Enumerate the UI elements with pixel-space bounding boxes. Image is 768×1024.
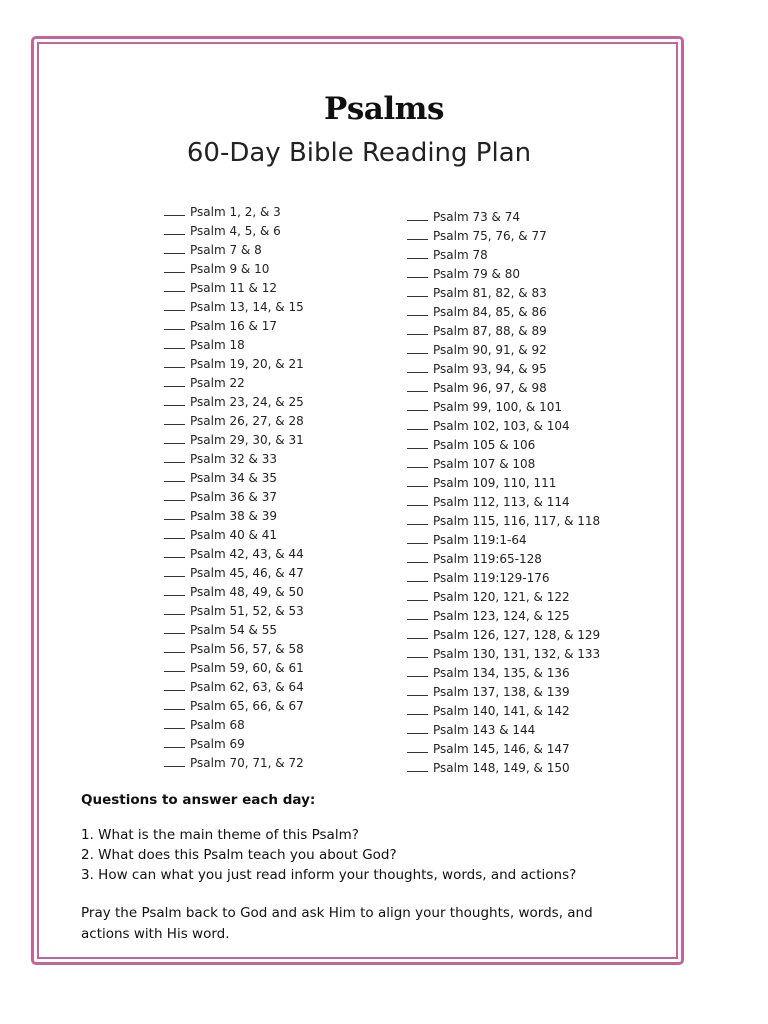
reading-item-label: Psalm 84, 85, & 86 (433, 305, 547, 319)
reading-item-label: Psalm 36 & 37 (190, 490, 277, 504)
checkbox-blank-line[interactable] (407, 276, 428, 278)
checkbox-blank-line[interactable] (164, 613, 185, 615)
reading-item (164, 393, 304, 412)
reading-item (407, 265, 600, 284)
checkbox-blank-line[interactable] (164, 575, 185, 577)
reading-item (407, 227, 600, 246)
reading-item (164, 735, 304, 754)
checkbox-blank-line[interactable] (407, 713, 428, 715)
reading-item-label: Psalm 1, 2, & 3 (190, 205, 281, 219)
reading-item-label: Psalm 68 (190, 718, 245, 732)
reading-item-label: Psalm 69 (190, 737, 245, 751)
reading-item-label: Psalm 19, 20, & 21 (190, 357, 304, 371)
reading-list-left (164, 203, 304, 773)
page-title: Psalms (324, 90, 444, 127)
checkbox-blank-line[interactable] (164, 651, 185, 653)
reading-item-label: Psalm 62, 63, & 64 (190, 680, 304, 694)
reading-item (164, 697, 304, 716)
reading-item (407, 398, 600, 417)
reading-item-label: Psalm 112, 113, & 114 (433, 495, 570, 509)
reading-item (407, 417, 600, 436)
reading-item (164, 640, 304, 659)
reading-item-label: Psalm 56, 57, & 58 (190, 642, 304, 656)
reading-item (407, 550, 600, 569)
reading-item-label: Psalm 134, 135, & 136 (433, 666, 570, 680)
reading-item (164, 583, 304, 602)
reading-item (407, 531, 600, 550)
reading-item-label: Psalm 96, 97, & 98 (433, 381, 547, 395)
reading-item (407, 588, 600, 607)
reading-item (407, 379, 600, 398)
reading-item (164, 450, 304, 469)
checkbox-blank-line[interactable] (164, 670, 185, 672)
reading-item-label: Psalm 148, 149, & 150 (433, 761, 570, 775)
reading-item-label: Psalm 65, 66, & 67 (190, 699, 304, 713)
checkbox-blank-line[interactable] (164, 233, 185, 235)
reading-item-label: Psalm 79 & 80 (433, 267, 520, 281)
reading-item (164, 526, 304, 545)
reading-item-label: Psalm 126, 127, 128, & 129 (433, 628, 601, 642)
checkbox-blank-line[interactable] (164, 537, 185, 539)
checkbox-blank-line[interactable] (407, 656, 428, 658)
reading-item-label: Psalm 120, 121, & 122 (433, 590, 570, 604)
reading-item (407, 664, 600, 683)
reading-list-right (407, 208, 600, 778)
checkbox-blank-line[interactable] (164, 366, 185, 368)
reading-item-label: Psalm 42, 43, & 44 (190, 547, 304, 561)
reading-item-label: Psalm 87, 88, & 89 (433, 324, 547, 338)
reading-item-label: Psalm 119:65-128 (433, 552, 542, 566)
reading-item-label: Psalm 32 & 33 (190, 452, 277, 466)
reading-item-label: Psalm 34 & 35 (190, 471, 277, 485)
reading-item (164, 754, 304, 773)
checkbox-blank-line[interactable] (164, 423, 185, 425)
checkbox-blank-line[interactable] (407, 485, 428, 487)
reading-item (164, 469, 304, 488)
reading-item (407, 759, 600, 778)
checkbox-blank-line[interactable] (407, 561, 428, 563)
reading-item-label: Psalm 54 & 55 (190, 623, 277, 637)
reading-item (164, 355, 304, 374)
checkbox-blank-line[interactable] (164, 309, 185, 311)
reading-item-label: Psalm 45, 46, & 47 (190, 566, 304, 580)
checkbox-blank-line[interactable] (407, 428, 428, 430)
reading-item-label: Psalm 137, 138, & 139 (433, 685, 570, 699)
checkbox-blank-line[interactable] (407, 580, 428, 582)
reading-item (164, 298, 304, 317)
reading-item (164, 222, 304, 241)
checkbox-blank-line[interactable] (164, 271, 185, 273)
reading-item-label: Psalm 38 & 39 (190, 509, 277, 523)
checkbox-blank-line[interactable] (164, 461, 185, 463)
reading-item-label: Psalm 51, 52, & 53 (190, 604, 304, 618)
reading-item-label: Psalm 16 & 17 (190, 319, 277, 333)
checkbox-blank-line[interactable] (407, 352, 428, 354)
checkbox-blank-line[interactable] (164, 480, 185, 482)
reading-item-label: Psalm 78 (433, 248, 488, 262)
reading-item (407, 740, 600, 759)
reading-item-label: Psalm 115, 116, 117, & 118 (433, 514, 601, 528)
reading-item (407, 645, 600, 664)
prayer-instruction: Pray the Psalm back to God and ask Him to align your thoughts, words, and actions with His word. (81, 905, 593, 942)
reading-item-label: Psalm 105 & 106 (433, 438, 536, 452)
page-subtitle: 60-Day Bible Reading Plan (186, 137, 532, 168)
reading-item (164, 678, 304, 697)
checkbox-blank-line[interactable] (407, 390, 428, 392)
checkbox-blank-line[interactable] (164, 252, 185, 254)
reading-item (407, 436, 600, 455)
reading-item-label: Psalm 48, 49, & 50 (190, 585, 304, 599)
reading-item (407, 360, 600, 379)
checkbox-blank-line[interactable] (164, 765, 185, 767)
reading-item (407, 284, 600, 303)
checkbox-blank-line[interactable] (164, 499, 185, 501)
checkbox-blank-line[interactable] (164, 404, 185, 406)
question-item: 3. How can what you just read inform your thoughts, words, and actions? (81, 867, 577, 883)
reading-item-label: Psalm 145, 146, & 147 (433, 742, 570, 756)
reading-item (407, 626, 600, 645)
reading-item-label: Psalm 26, 27, & 28 (190, 414, 304, 428)
reading-item (407, 474, 600, 493)
reading-item-label: Psalm 4, 5, & 6 (190, 224, 281, 238)
reading-item (164, 716, 304, 735)
question-item: 1. What is the main theme of this Psalm? (81, 827, 359, 843)
reading-item (164, 374, 304, 393)
reading-item-label: Psalm 102, 103, & 104 (433, 419, 570, 433)
reading-item-label: Psalm 23, 24, & 25 (190, 395, 304, 409)
reading-item-label: Psalm 13, 14, & 15 (190, 300, 304, 314)
checkbox-blank-line[interactable] (407, 238, 428, 240)
reading-item-label: Psalm 130, 131, 132, & 133 (433, 647, 601, 661)
checkbox-blank-line[interactable] (407, 371, 428, 373)
checkbox-blank-line[interactable] (164, 632, 185, 634)
checkbox-blank-line[interactable] (164, 689, 185, 691)
checkbox-blank-line[interactable] (407, 599, 428, 601)
reading-item (164, 279, 304, 298)
checkbox-blank-line[interactable] (407, 542, 428, 544)
checkbox-blank-line[interactable] (407, 770, 428, 772)
reading-item (407, 246, 600, 265)
reading-item (164, 507, 304, 526)
reading-item-label: Psalm 99, 100, & 101 (433, 400, 562, 414)
reading-item-label: Psalm 119:129-176 (433, 571, 550, 585)
checkbox-blank-line[interactable] (407, 409, 428, 411)
reading-item-label: Psalm 81, 82, & 83 (433, 286, 547, 300)
reading-item-label: Psalm 59, 60, & 61 (190, 661, 304, 675)
reading-item (407, 569, 600, 588)
checkbox-blank-line[interactable] (407, 637, 428, 639)
checkbox-blank-line[interactable] (164, 290, 185, 292)
reading-item (407, 683, 600, 702)
checkbox-blank-line[interactable] (164, 214, 185, 216)
reading-item (407, 208, 600, 227)
reading-item (164, 488, 304, 507)
reading-item-label: Psalm 90, 91, & 92 (433, 343, 547, 357)
checkbox-blank-line[interactable] (164, 746, 185, 748)
reading-item-label: Psalm 123, 124, & 125 (433, 609, 570, 623)
reading-item (164, 431, 304, 450)
checkbox-blank-line[interactable] (164, 385, 185, 387)
checkbox-blank-line[interactable] (407, 504, 428, 506)
checkbox-blank-line[interactable] (407, 466, 428, 468)
reading-item-label: Psalm 11 & 12 (190, 281, 277, 295)
checkbox-blank-line[interactable] (407, 751, 428, 753)
reading-item (407, 512, 600, 531)
reading-item (407, 721, 600, 740)
reading-item-label: Psalm 70, 71, & 72 (190, 756, 304, 770)
checkbox-blank-line[interactable] (407, 333, 428, 335)
reading-item-label: Psalm 73 & 74 (433, 210, 520, 224)
checkbox-blank-line[interactable] (164, 518, 185, 520)
checkbox-blank-line[interactable] (407, 523, 428, 525)
reading-item-label: Psalm 29, 30, & 31 (190, 433, 304, 447)
reading-item-label: Psalm 9 & 10 (190, 262, 270, 276)
reading-item-label: Psalm 140, 141, & 142 (433, 704, 570, 718)
reading-item-label: Psalm 143 & 144 (433, 723, 536, 737)
reading-item (407, 702, 600, 721)
checkbox-blank-line[interactable] (164, 708, 185, 710)
reading-item-label: Psalm 109, 110, 111 (433, 476, 557, 490)
checkbox-blank-line[interactable] (164, 328, 185, 330)
reading-item (164, 241, 304, 260)
reading-item (164, 317, 304, 336)
reading-item (164, 602, 304, 621)
checkbox-blank-line[interactable] (407, 314, 428, 316)
reading-item-label: Psalm 18 (190, 338, 245, 352)
checkbox-blank-line[interactable] (164, 594, 185, 596)
checkbox-blank-line[interactable] (164, 727, 185, 729)
checkbox-blank-line[interactable] (407, 618, 428, 620)
reading-item (407, 607, 600, 626)
reading-item (164, 545, 304, 564)
reading-item (164, 336, 304, 355)
reading-item (164, 260, 304, 279)
checkbox-blank-line[interactable] (407, 257, 428, 259)
reading-item-label: Psalm 75, 76, & 77 (433, 229, 547, 243)
reading-item (164, 564, 304, 583)
reading-item (407, 455, 600, 474)
reading-item-label: Psalm 40 & 41 (190, 528, 277, 542)
reading-item (407, 493, 600, 512)
checkbox-blank-line[interactable] (407, 732, 428, 734)
reading-item-label: Psalm 93, 94, & 95 (433, 362, 547, 376)
reading-item (407, 341, 600, 360)
reading-item (164, 659, 304, 678)
reading-item-label: Psalm 119:1-64 (433, 533, 527, 547)
reading-item (164, 621, 304, 640)
reading-item (164, 412, 304, 431)
reading-item-label: Psalm 7 & 8 (190, 243, 262, 257)
checkbox-blank-line[interactable] (164, 442, 185, 444)
checkbox-blank-line[interactable] (164, 556, 185, 558)
checkbox-blank-line[interactable] (407, 694, 428, 696)
checkbox-blank-line[interactable] (407, 675, 428, 677)
checkbox-blank-line[interactable] (164, 347, 185, 349)
checkbox-blank-line[interactable] (407, 295, 428, 297)
questions-section (81, 790, 641, 945)
questions-heading: Questions to answer each day: (81, 792, 316, 808)
reading-item (407, 322, 600, 341)
reading-item-label: Psalm 22 (190, 376, 245, 390)
reading-item (164, 203, 304, 222)
questions-list (81, 825, 641, 885)
reading-item (407, 303, 600, 322)
checkbox-blank-line[interactable] (407, 447, 428, 449)
question-item: 2. What does this Psalm teach you about God? (81, 847, 397, 863)
checkbox-blank-line[interactable] (407, 219, 428, 221)
reading-item-label: Psalm 107 & 108 (433, 457, 536, 471)
